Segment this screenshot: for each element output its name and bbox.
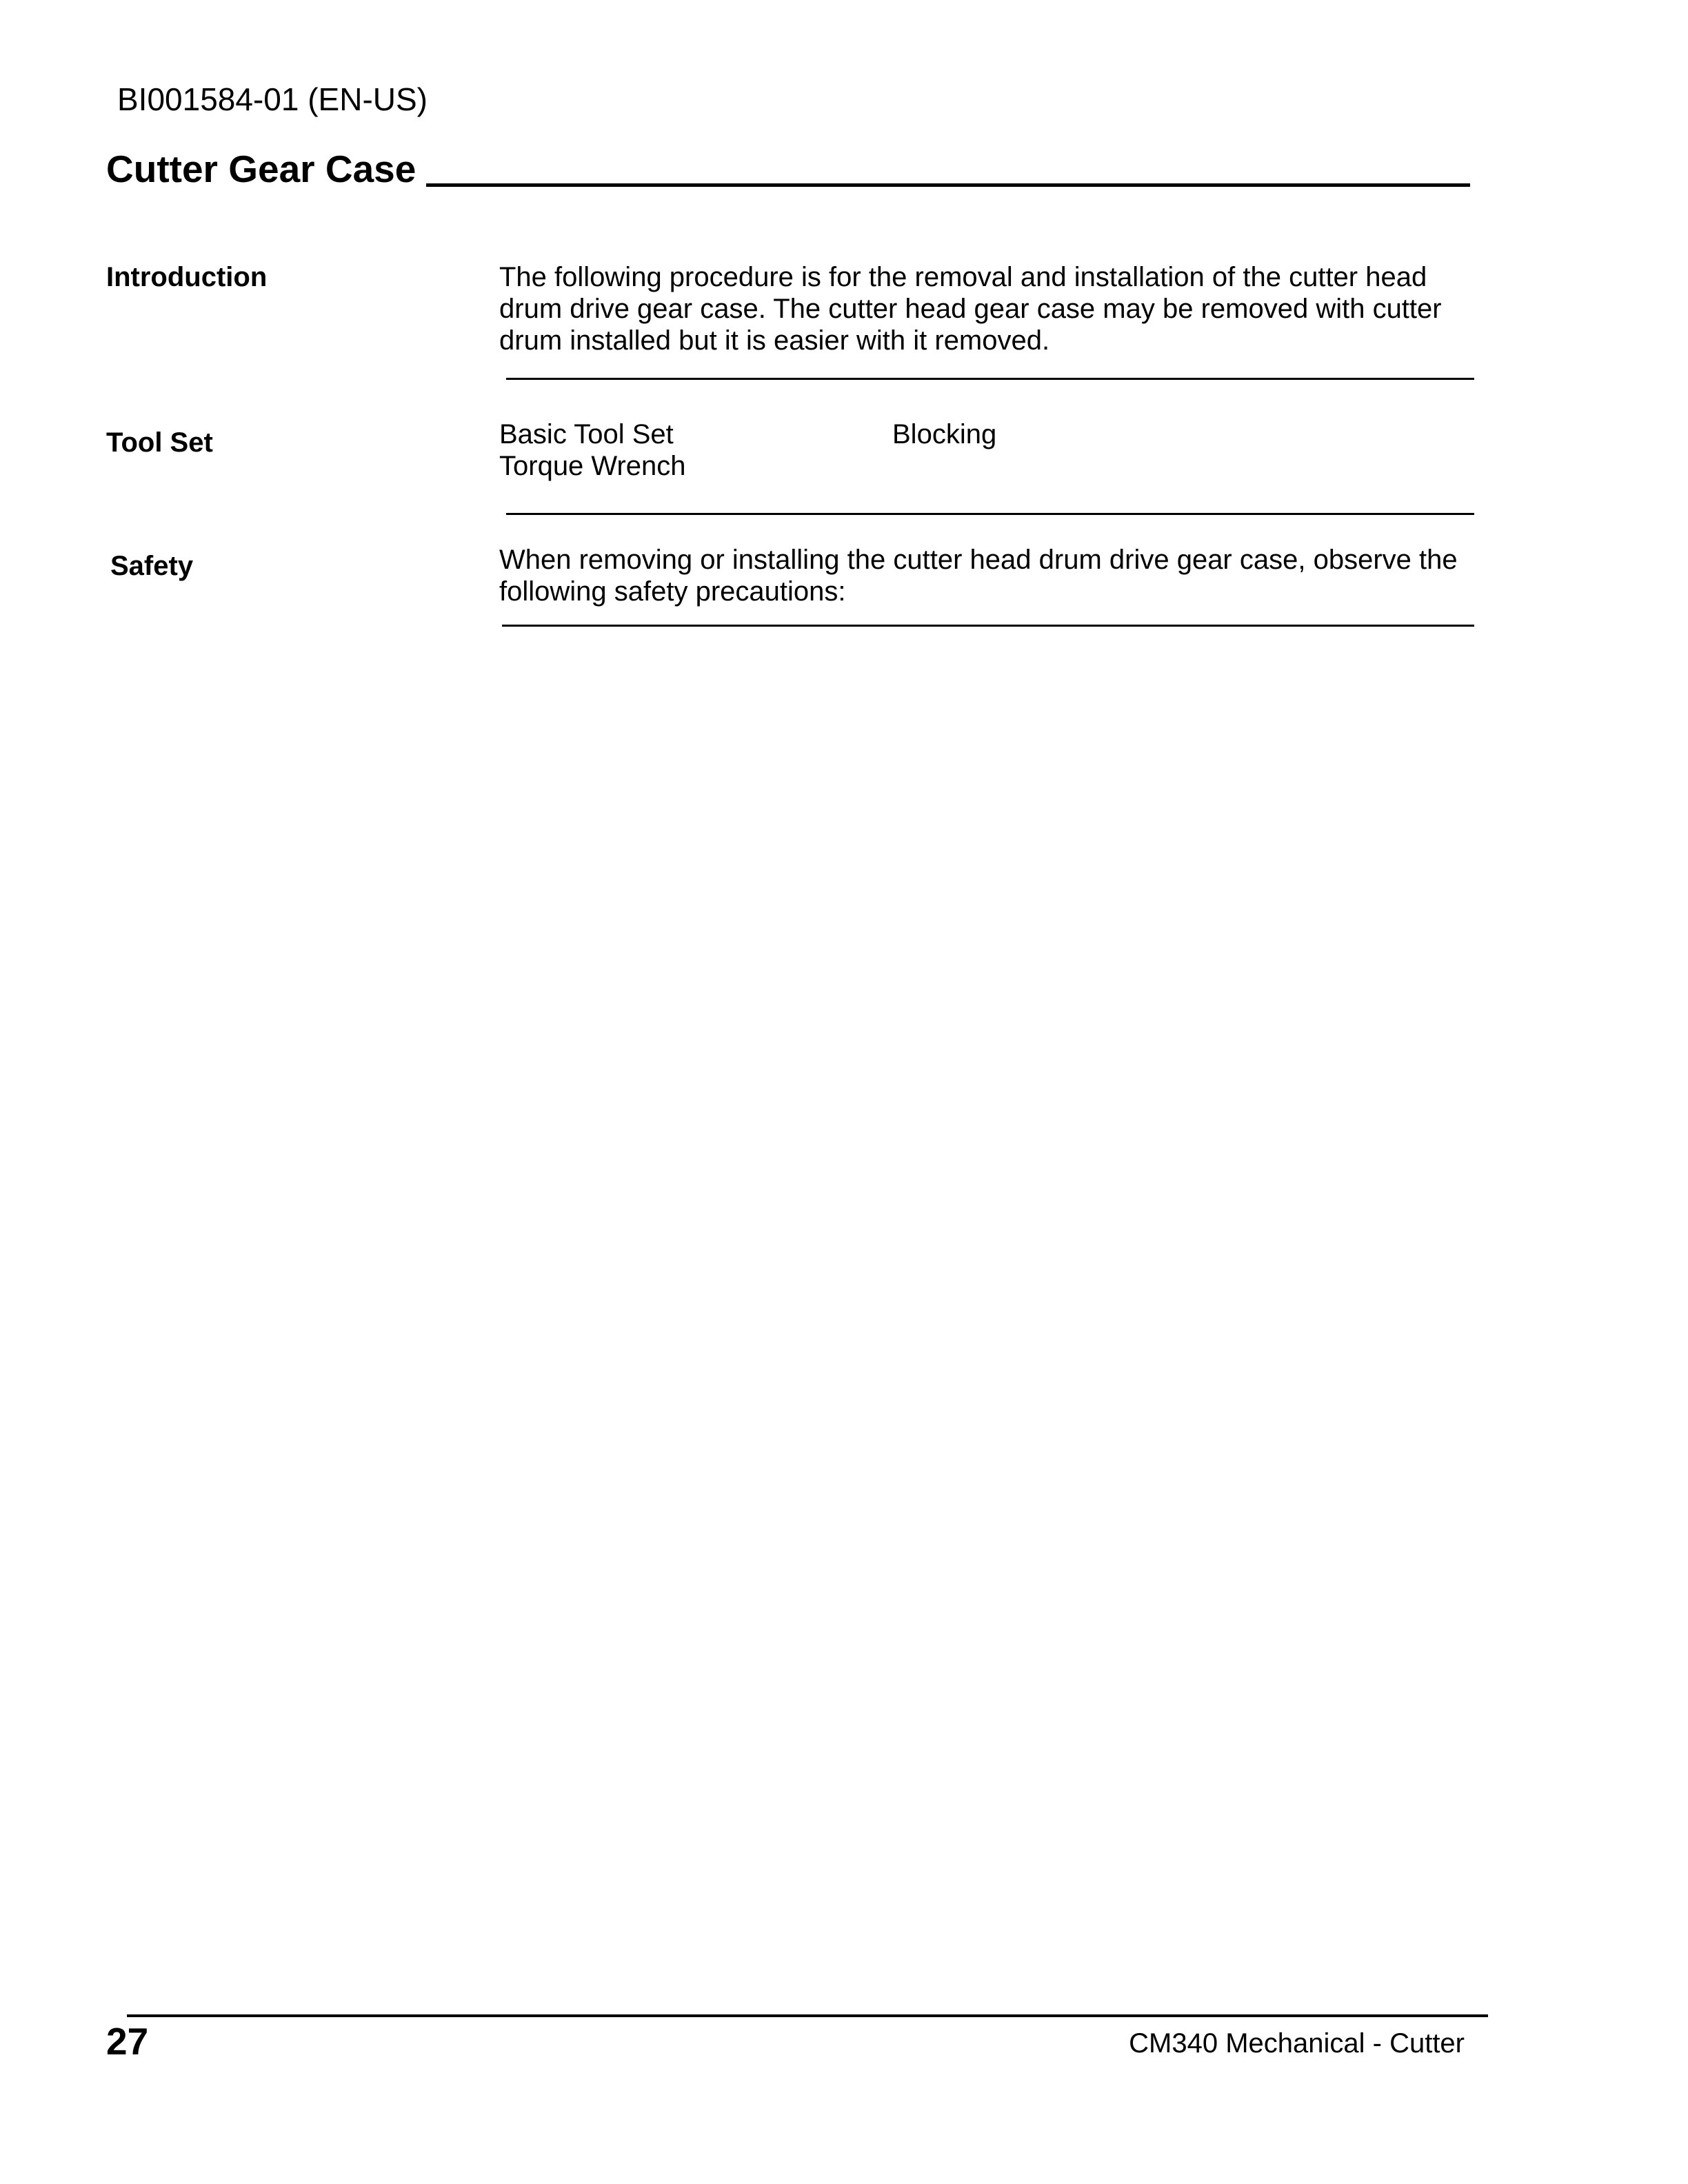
- page-number: 27: [106, 2020, 149, 2063]
- tool-set-divider: [506, 513, 1474, 515]
- title-underline: [426, 183, 1470, 187]
- safety-label: Safety: [110, 551, 194, 581]
- safety-text: When removing or installing the cutter head drum drive gear case, observe the following safety precautions:: [499, 545, 1458, 607]
- tool-set-label: Tool Set: [106, 427, 213, 458]
- document-id: BI001584-01 (EN-US): [117, 81, 428, 117]
- page-title: Cutter Gear Case: [106, 148, 416, 190]
- tool-torque-wrench: Torque Wrench: [499, 451, 686, 481]
- introduction-label: Introduction: [106, 262, 268, 292]
- safety-divider: [502, 625, 1474, 627]
- tool-blocking: Blocking: [892, 419, 997, 449]
- footer-rule: [127, 2014, 1488, 2017]
- tool-basic-tool-set: Basic Tool Set: [499, 419, 674, 449]
- introduction-text: The following procedure is for the removal and installation of the cutter head drum drive gear case. The cutter head gear case may be removed with cutter drum installed but it is easier with it removed.: [499, 262, 1442, 356]
- introduction-divider: [506, 378, 1474, 380]
- footer-title: CM340 Mechanical - Cutter: [1129, 2028, 1465, 2059]
